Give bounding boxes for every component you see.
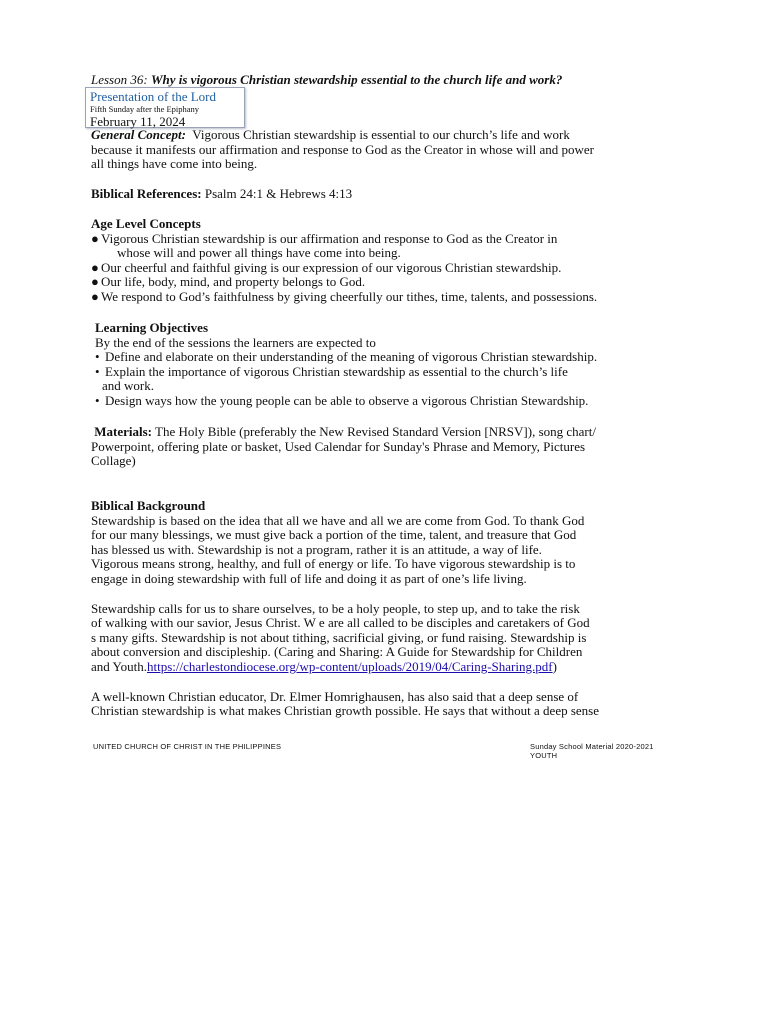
general-concept-line: because it manifests our affirmation and response to God as the Creator in whose will and power — [91, 141, 595, 157]
lesson-question: Why is vigorous Christian stewardship essential to the church life and work? — [150, 72, 563, 87]
background-paragraph-1 — [91, 514, 691, 587]
age-level-item — [91, 290, 691, 305]
materials-section — [91, 425, 691, 469]
background-paragraph-3 — [91, 690, 691, 719]
objective-item — [95, 394, 695, 409]
paragraph-line — [91, 660, 691, 675]
lesson-number: Lesson 36: — [91, 72, 148, 87]
materials-line: Collage) — [91, 453, 136, 469]
paragraph-line: engage in doing stewardship with full of life and doing it as part of one’s life living. — [91, 570, 527, 586]
bullet-icon: • — [95, 392, 100, 408]
source-link[interactable]: https://charlestondiocese.org/wp-content/uploads/2019/04/Caring-Sharing.pdf — [147, 658, 553, 674]
paragraph-line: has blessed us with. Stewardship is not a program, rather it is an attitude, a way of life. — [91, 541, 542, 557]
learning-objectives-section — [95, 321, 695, 409]
biblical-references-label: Biblical References: — [91, 186, 202, 201]
background-paragraph-2 — [91, 602, 691, 675]
footer-organization: UNITED CHURCH OF CHRIST IN THE PHILIPPINES — [93, 742, 282, 751]
paragraph-line: for our many blessings, we must give back a portion of the time, talent, and treasure that God — [91, 527, 577, 543]
occasion-title: Presentation of the Lord — [90, 89, 216, 104]
objective-item-text: Define and elaborate on their understanding of the meaning of vigorous Christian stewardship. — [105, 349, 598, 365]
general-concept-line: all things have come into being. — [91, 156, 258, 172]
learning-objectives-heading: Learning Objectives — [95, 320, 209, 335]
age-level-heading: Age Level Concepts — [91, 216, 201, 231]
lesson-date: February 11, 2024 — [90, 114, 186, 129]
learning-objectives-intro: By the end of the sessions the learners are expected to — [95, 334, 376, 350]
materials-text: The Holy Bible (preferably the New Revised Standard Version [NRSV]), song chart/ — [155, 424, 596, 439]
general-concept-line — [91, 128, 691, 143]
materials-line — [91, 425, 691, 440]
objective-item-text: Explain the importance of vigorous Christian stewardship as essential to the church’s life — [105, 363, 568, 379]
general-concept-text: Vigorous Christian stewardship is essential to our church’s life and work — [192, 127, 570, 142]
paragraph-line: Vigorous means strong, healthy, and full of energy or life. To have vigorous stewardship is to — [91, 556, 576, 572]
biblical-references-text: Psalm 24:1 & Hebrews 4:13 — [204, 186, 353, 201]
age-level-section — [91, 217, 691, 305]
objective-item-continuation: and work. — [102, 378, 154, 394]
age-level-item — [91, 232, 691, 261]
general-concept-section — [91, 128, 691, 172]
objective-item — [95, 350, 695, 365]
citation-suffix: ) — [552, 658, 557, 674]
bullet-icon: • — [95, 363, 100, 379]
paragraph-line: Christian stewardship is what makes Christian growth possible. He says that without a deep sense — [91, 703, 600, 719]
paragraph-line: Stewardship is based on the idea that all we have and all we are come from God. To thank God — [91, 512, 585, 528]
general-concept-label: General Concept: — [91, 127, 186, 142]
date-box — [85, 87, 245, 128]
paragraph-line: of walking with our savior, Jesus Christ. W e are all called to be disciples and caretakers of God — [91, 615, 590, 631]
age-level-item-text: Our life, body, mind, and property belongs to God. — [101, 274, 366, 290]
age-level-item-continuation: whose will and power all things have come into being. — [117, 245, 401, 261]
bullet-icon: • — [95, 349, 100, 365]
paragraph-line: s many gifts. Stewardship is not about tithing, sacrificial giving, or fund raising. Stewardship is — [91, 629, 587, 645]
biblical-background-heading: Biblical Background — [91, 498, 206, 513]
bullet-icon: ● — [91, 259, 99, 275]
objective-item — [95, 365, 695, 394]
paragraph-line: about conversion and discipleship. (Caring and Sharing: A Guide for Stewardship for Children — [91, 644, 583, 660]
biblical-references-section — [91, 187, 691, 202]
age-level-item — [91, 261, 691, 276]
age-level-item-text: We respond to God’s faithfulness by giving cheerfully our tithes, time, talents, and possessions. — [101, 288, 598, 304]
lesson-title — [91, 72, 731, 88]
objective-item-text: Design ways how the young people can be able to observe a vigorous Christian Stewardship. — [105, 392, 589, 408]
paragraph-line: Stewardship calls for us to share ourselves, to be a holy people, to step up, and to take the risk — [91, 600, 580, 616]
citation-prefix: and Youth. — [91, 658, 147, 674]
footer-audience: YOUTH — [530, 751, 558, 760]
paragraph-line: A well-known Christian educator, Dr. Elmer Homrighausen, has also said that a deep sense of — [91, 688, 579, 704]
age-level-item-text: Vigorous Christian stewardship is our affirmation and response to God as the Creator in — [101, 230, 558, 246]
bullet-icon: ● — [91, 274, 99, 290]
footer-material-info — [530, 742, 654, 760]
age-level-item — [91, 275, 691, 290]
bullet-icon: ● — [91, 230, 99, 246]
footer-material-title: Sunday School Material 2020-2021 — [530, 742, 654, 751]
biblical-background-section — [91, 499, 691, 719]
liturgical-sunday: Fifth Sunday after the Epiphany — [90, 104, 200, 114]
materials-label: Materials: — [94, 424, 153, 439]
bullet-icon: ● — [91, 288, 99, 304]
age-level-item-text: Our cheerful and faithful giving is our expression of our vigorous Christian stewardship. — [101, 259, 562, 275]
materials-line: Powerpoint, offering plate or basket, Used Calendar for Sunday's Phrase and Memory, Pictures — [91, 438, 586, 454]
